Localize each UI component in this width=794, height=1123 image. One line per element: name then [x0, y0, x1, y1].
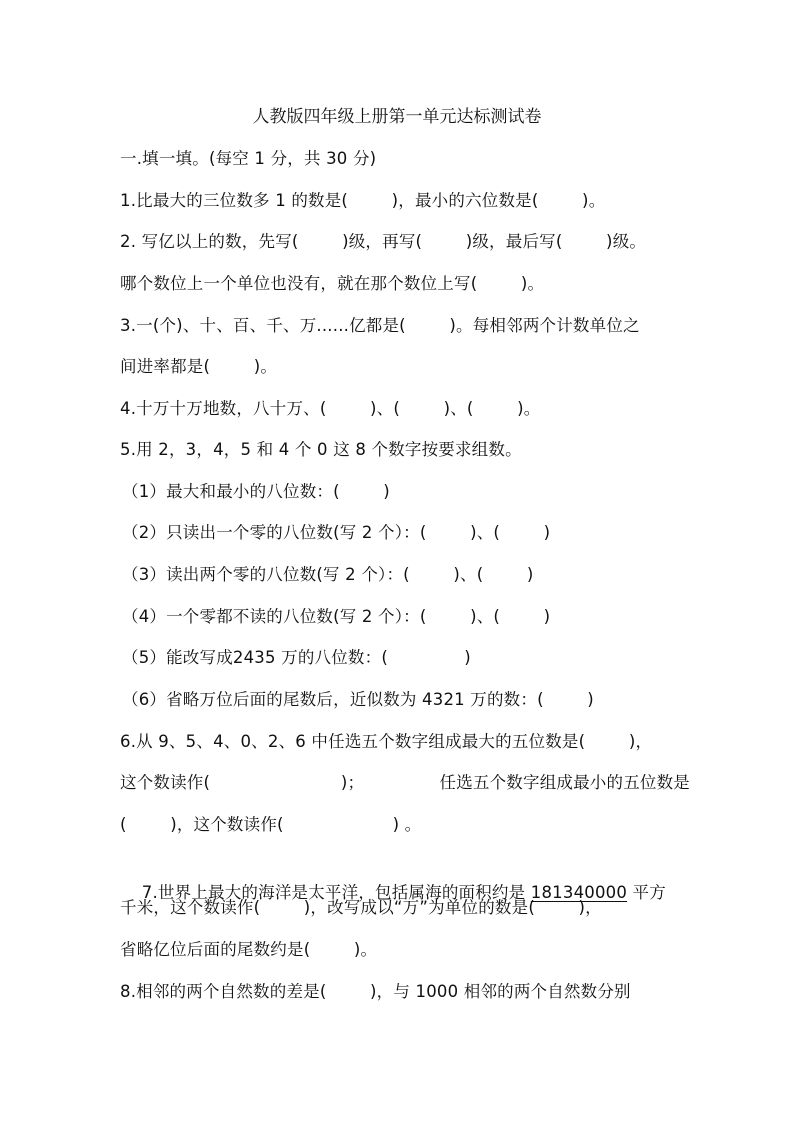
question-5-item-6: （6）省略万位后面的尾数后，近似数为 4321 万的数：( ) — [122, 690, 594, 709]
question-5-item-1: （1）最大和最小的八位数：( ) — [122, 482, 390, 501]
question-1: 1.比最大的三位数多 1 的数是( )，最小的六位数是( )。 — [120, 191, 606, 210]
question-5-item-2: （2）只读出一个零的八位数(写 2 个）：( )、( ) — [122, 523, 551, 542]
question-6-line-2 — [120, 770, 690, 796]
question-3-line-1: 3.一(个)、十、百、千、万......亿都是( )。每相邻两个计数单位之 — [120, 316, 640, 335]
section-heading: 一.填一填。(每空 1 分，共 30 分) — [120, 149, 377, 168]
question-2-line-1: 2. 写亿以上的数，先写( )级，再写( )级，最后写( )级。 — [120, 232, 647, 251]
question-5: 5.用 2，3，4，5 和 4 个 0 这 8 个数字按要求组数。 — [120, 440, 522, 459]
question-8-line-1: 8.相邻的两个自然数的差是( )，与 1000 相邻的两个自然数分别 — [120, 982, 631, 1001]
question-7-area-number: 181340000 — [530, 883, 628, 902]
question-5-item-4: （4）一个零都不读的八位数(写 2 个）：( )、( ) — [122, 607, 551, 626]
question-7-line-2: 千米，这个数读作( )，改写成以“万”为单位的数是( )， — [120, 898, 602, 917]
question-6-line-3: ( )，这个数读作( ) 。 — [120, 815, 422, 834]
question-2-line-2: 哪个数位上一个单位也没有，就在那个数位上写( )。 — [120, 274, 545, 293]
question-5-item-3: （3）读出两个零的八位数(写 2 个）：( )、( ) — [122, 565, 534, 584]
question-5-item-5: （5）能改写成2435 万的八位数：( ) — [122, 648, 471, 667]
question-7-text-b: 平方 — [627, 883, 666, 902]
page-title: 人教版四年级上册第一单元达标测试卷 — [252, 107, 542, 127]
question-7-line-3: 省略亿位后面的尾数约是( )。 — [120, 940, 378, 959]
question-3-line-2: 间进率都是( )。 — [120, 357, 278, 376]
question-6-line-2-part-a: 这个数读作( )； — [120, 773, 365, 792]
question-6-line-1: 6.从 9、5、4、0、2、6 中任选五个数字组成最大的五位数是( )， — [120, 732, 653, 751]
question-7-text-a: 7.世界上最大的海洋是太平洋，包括属海的面积约是 — [141, 883, 531, 902]
question-6-line-2-part-b: 任选五个数字组成最小的五位数是 — [439, 773, 690, 792]
question-4: 4.十万十万地数，八十万、( )、( )、( )。 — [120, 399, 541, 418]
